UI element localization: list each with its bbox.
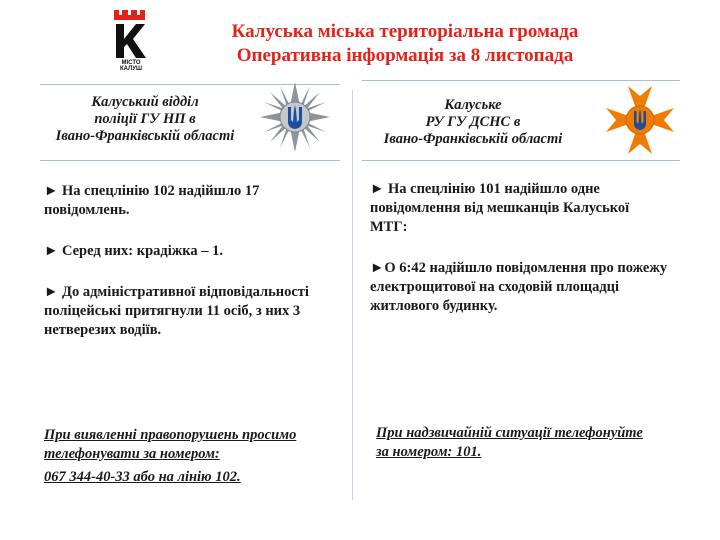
police-contact-line-2: телефонувати за номером: [44, 446, 220, 462]
column-divider [352, 90, 353, 500]
police-heading [40, 94, 250, 145]
title-line-2: Оперативна інформація за 8 листопада [236, 45, 574, 66]
police-emblem [258, 80, 332, 159]
kalush-city-logo [110, 8, 152, 72]
dsns-emblem [602, 82, 678, 163]
police-item-1: ► На спецлінію 102 надійшло 17 повідомлень. [44, 183, 260, 218]
rescue-heading-line-3: Івано-Франківській області [383, 131, 563, 147]
police-heading-line-3: Івано-Франківській області [55, 128, 235, 144]
police-contact [44, 426, 344, 487]
rescue-heading [368, 97, 578, 148]
police-heading-line-2: поліції ГУ НП в [94, 111, 196, 127]
page-title [170, 20, 640, 68]
police-report [44, 182, 334, 362]
rescue-contact [376, 424, 686, 462]
rescue-item-1: ► На спецлінію 101 надійшло одне повідомлення від мешканців Калуської МТГ: [370, 181, 630, 235]
section-rule-left [40, 160, 340, 161]
title-line-1: Калуська міська територіальна громада [231, 21, 579, 42]
police-contact-line-1: При виявленні правопорушень просимо [44, 427, 297, 443]
police-heading-line-1: Калуський відділ [91, 94, 199, 110]
rescue-contact-line-1: При надзвичайній ситуації телефонуйте [376, 425, 643, 441]
rescue-item-2: ►О 6:42 надійшло повідомлення про пожежу електрощитової на сходовій площадці житлового будинку. [370, 260, 668, 314]
rescue-report [370, 180, 670, 338]
police-item-3: ► До адміністративної відповідальності поліцейські притягнули 11 осіб, з них 3 нетверезих водіїв. [44, 284, 309, 338]
rescue-contact-line-2: за номером: 101. [376, 444, 482, 460]
police-item-2: ► Серед них: крадіжка – 1. [44, 243, 224, 259]
top-rule-right [362, 80, 680, 81]
police-contact-line-3: 067 344-40-33 або на лінію 102. [44, 469, 241, 485]
logo-caption: МІСТО КАЛУШ [119, 60, 143, 72]
rescue-heading-line-1: Калуське [444, 97, 502, 113]
rescue-heading-line-2: РУ ГУ ДСНС в [425, 114, 521, 130]
